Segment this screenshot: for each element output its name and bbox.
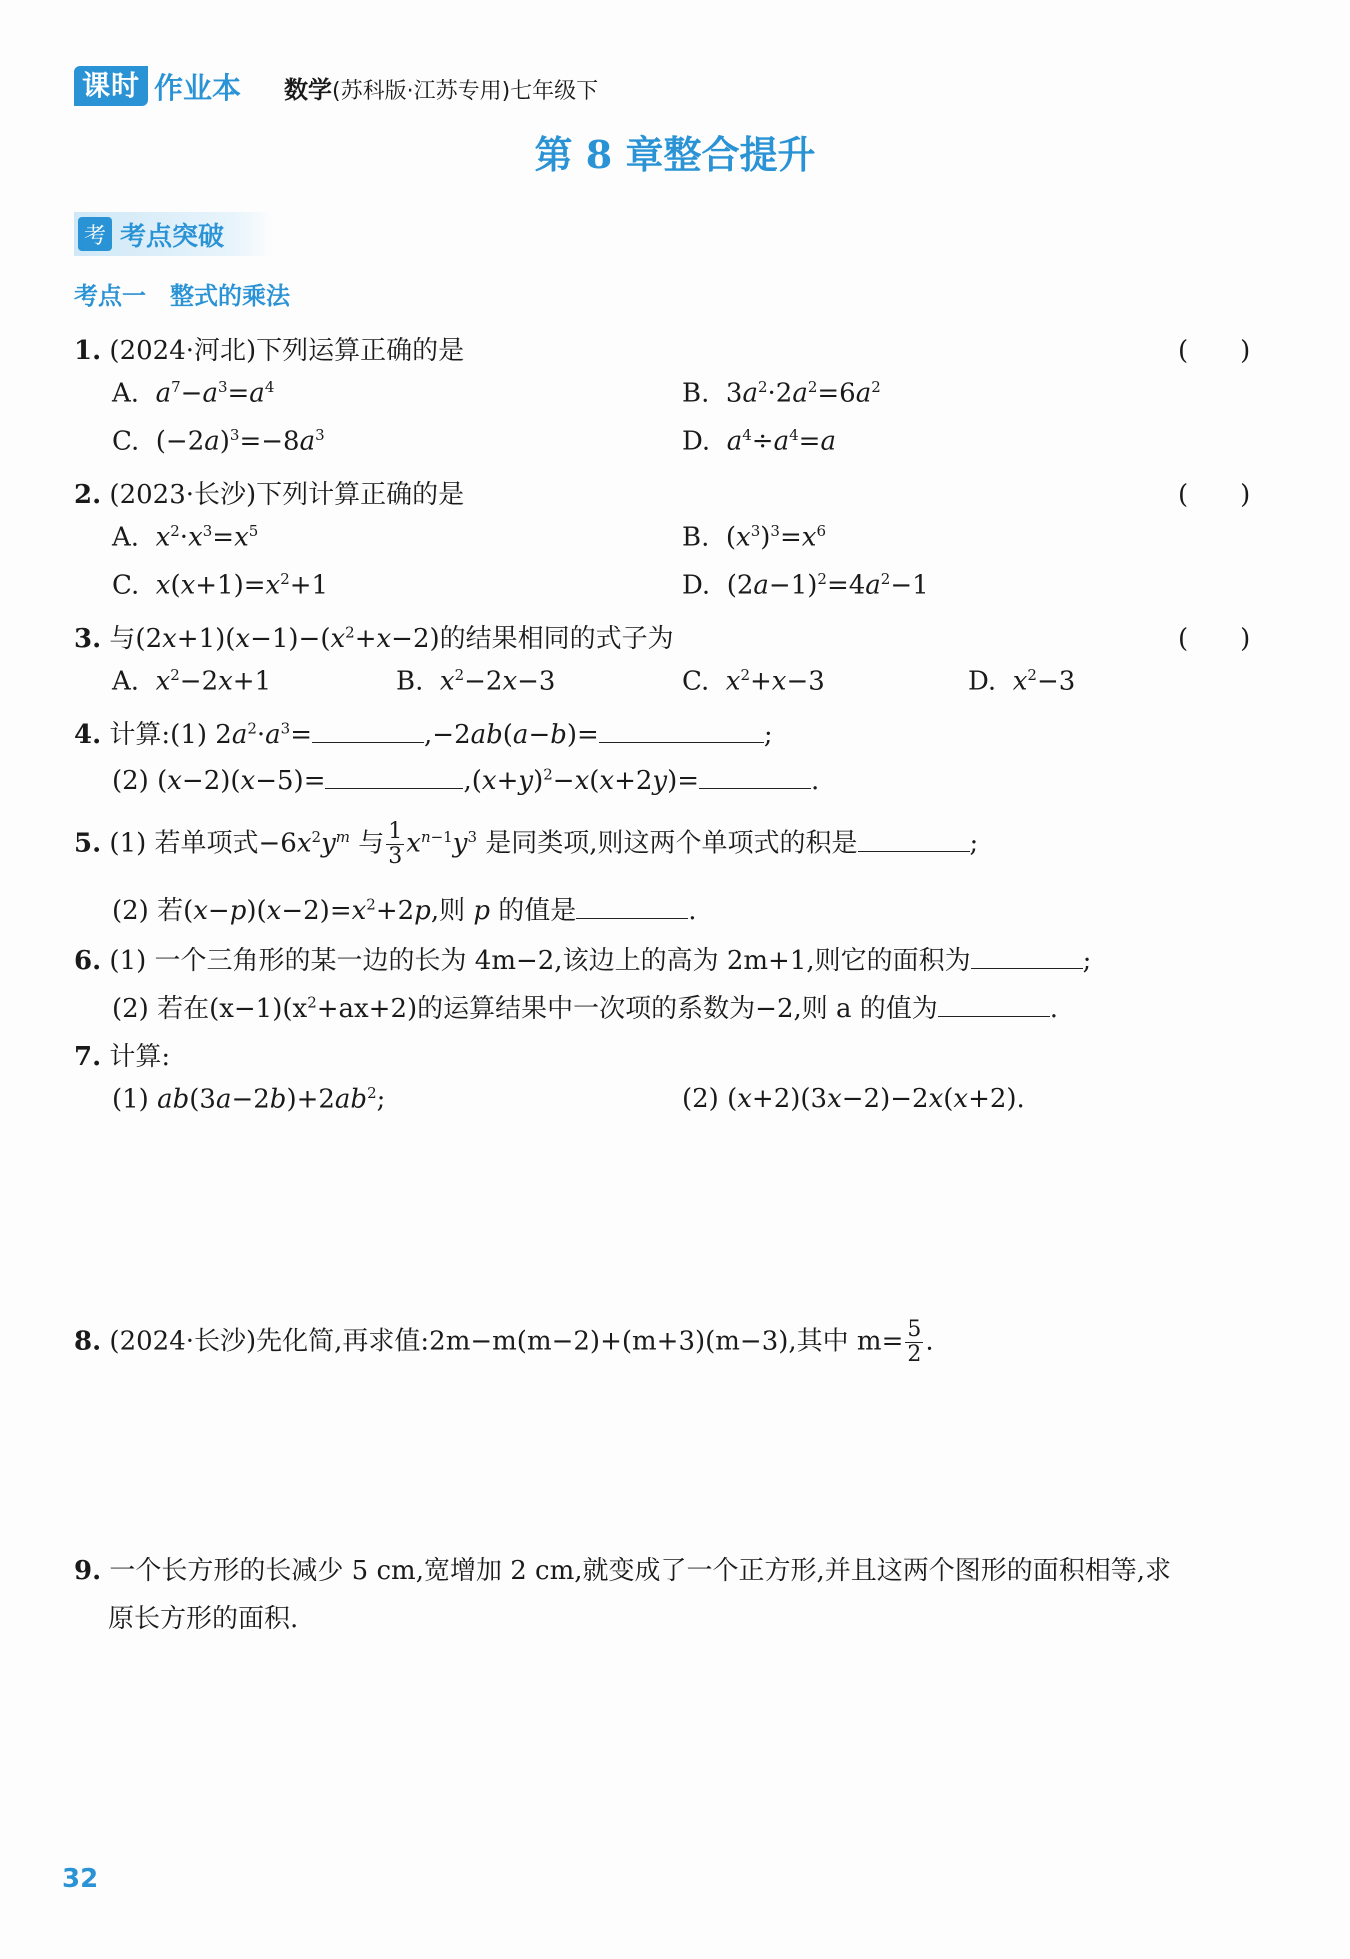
logo-text: 作业本 — [154, 70, 242, 105]
question-stem: (2024·长沙)先化简,再求值:2m−m(m−2)+(m+3)(m−3),其中 m= — [109, 1326, 904, 1357]
question-9-line-2: 原长方形的面积. — [108, 1604, 299, 1634]
option-a: A. $x^2\cdot x^3=x^5$ — [112, 522, 259, 553]
option-c: C. $x(x+1)=x^2+1$ — [112, 570, 329, 601]
option-c: C. $x^2+x-3$ — [682, 666, 825, 697]
question-6-part-1: (1) 一个三角形的某一边的长为 4m−2,该边上的高为 2m+1,则它的面积为 — [109, 946, 971, 976]
option-d: D. $x^2-3$ — [968, 666, 1076, 697]
question-stem: 一个长方形的长减少 5 cm,宽增加 2 cm,就变成了一个正方形,并且这两个图形的面积相等,求 — [109, 1556, 1172, 1586]
answer-bracket: ( ) — [1178, 336, 1251, 366]
page-number: 32 — [62, 1864, 99, 1894]
option-b: B. $3a^2\cdot 2a^2=6a^2$ — [682, 378, 881, 409]
answer-bracket: ( ) — [1178, 624, 1251, 654]
edition-label: (苏科版·江苏专用)七年级下 — [332, 79, 599, 104]
question-stem: (2023·长沙)下列计算正确的是 — [109, 480, 465, 510]
option-b: B. $(x^3)^3=x^6$ — [682, 522, 826, 553]
question-stem: 与$(2x+1)(x-1)-(x^2+x-2)$的结果相同的式子为 — [109, 623, 674, 654]
question-stem: 计算: — [109, 1042, 171, 1072]
question-3 — [74, 618, 674, 655]
fraction-one-third: $\frac{1}{3}$ — [388, 819, 403, 869]
question-number: 3. — [74, 624, 102, 654]
subject-label: 数学 — [284, 76, 332, 104]
answer-bracket: ( ) — [1178, 480, 1251, 510]
question-6-part-2: (2) 若在$(x-1)(x^2+ax+2)$的运算结果中一次项的系数为−2,则 a 的值为 . — [112, 988, 1058, 1025]
question-number: 7. — [74, 1042, 102, 1072]
option-d: D. $a^4\div a^4=a$ — [682, 426, 836, 457]
option-d: D. $(2a-1)^2=4a^2-1$ — [682, 570, 929, 601]
answer-blank[interactable] — [325, 762, 463, 789]
question-7-part-1: (1) $ab(3a-2b)+2ab^2$; — [112, 1084, 386, 1115]
answer-blank[interactable] — [858, 825, 970, 852]
answer-blank[interactable] — [938, 990, 1050, 1017]
section-banner — [74, 212, 274, 256]
question-4: 4. 计算:(1) $2a^2\cdot a^3= ,-2ab(a-b)=$ ; — [74, 714, 773, 751]
fraction-five-halves: $\frac{5}{2}$ — [907, 1317, 922, 1367]
series-logo — [74, 66, 241, 106]
logo-box: 课时 — [74, 66, 148, 106]
question-5-part-2: (2) 若$(x-p)(x-2)=x^2+2p$,则 p 的值是 . — [112, 890, 697, 927]
question-6: 6. (1) 一个三角形的某一边的长为 4m−2,该边上的高为 2m+1,则它的面积为 ; — [74, 940, 1091, 977]
question-8: 8. (2024·长沙)先化简,再求值:2m−m(m−2)+(m+3)(m−3),其中 m= $\frac{5}{2}$ . — [74, 1317, 934, 1367]
section-heading: 考点一 整式的乘法 — [74, 282, 290, 310]
pencil-icon: 考 — [78, 217, 112, 251]
question-number: 2. — [74, 480, 102, 510]
question-5: 5. (1) 若单项式$-6x^2y^m$ 与 $\frac{1}{3}$ $x^{n-1}y^3$ 是同类项,则这两个单项式的积是 ; — [74, 819, 979, 869]
question-number: 1. — [74, 336, 102, 366]
answer-blank[interactable] — [312, 716, 424, 743]
chapter-title: 第 8 章整合提升 — [534, 132, 816, 177]
question-number: 8. — [74, 1326, 102, 1357]
option-a: A. $a^7-a^3=a^4$ — [112, 378, 275, 409]
question-number: 9. — [74, 1556, 102, 1586]
question-2 — [74, 474, 464, 511]
answer-blank[interactable] — [599, 716, 764, 743]
question-7-part-2: (2) (x+2)(3x−2)−2x(x+2). — [682, 1084, 1025, 1114]
book-subtitle — [284, 70, 598, 105]
question-4-part-2: (2) $(x-2)(x-5)= ,(x+y)^2-x(x+2y)=$ . — [112, 762, 819, 796]
question-number: 6. — [74, 946, 102, 976]
option-c: C. $(-2a)^3=-8a^3$ — [112, 426, 325, 457]
banner-label: 考点突破 — [120, 221, 225, 252]
answer-blank[interactable] — [699, 762, 811, 789]
question-stem: 计算:(1) — [109, 720, 208, 750]
question-number: 4. — [74, 720, 102, 750]
answer-blank[interactable] — [971, 942, 1083, 969]
question-1 — [74, 330, 464, 367]
question-7 — [74, 1036, 170, 1073]
option-a: A. $x^2-2x+1$ — [112, 666, 272, 697]
option-b: B. $x^2-2x-3$ — [396, 666, 556, 697]
question-number: 5. — [74, 828, 102, 859]
question-9 — [74, 1550, 1171, 1587]
question-stem: (2024·河北)下列运算正确的是 — [109, 336, 465, 366]
answer-blank[interactable] — [576, 892, 688, 919]
